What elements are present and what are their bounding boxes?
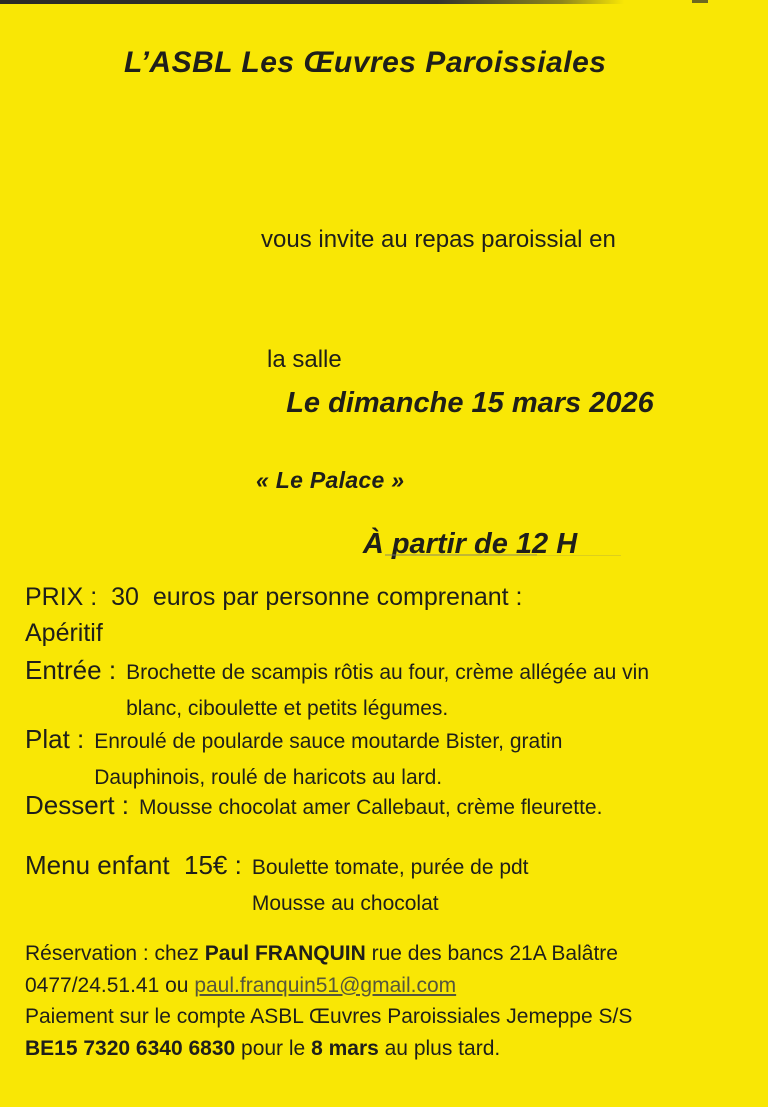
- reservation-address: rue des bancs 21A Balâtre: [365, 942, 618, 965]
- course-label-entree: Entrée :: [25, 655, 117, 685]
- invitation-line-2: la salle: [267, 346, 342, 373]
- course-desc-line: Enroulé de poularde sauce moutarde Bister, gratin: [94, 730, 563, 753]
- scan-smudge-artifact: [537, 555, 621, 556]
- course-label-dessert: Dessert :: [25, 790, 130, 820]
- menu-aperitif: Apéritif: [25, 619, 103, 647]
- scan-speck-artifact: [692, 0, 708, 3]
- course-desc-line: Dauphinois, roulé de haricots au lard.: [94, 766, 443, 789]
- email-link[interactable]: paul.franquin51@gmail.com: [194, 973, 457, 997]
- iban-number: BE15 7320 6340 6830: [25, 1036, 236, 1060]
- course-description-enfant: [252, 850, 529, 922]
- menu-course-plat: [25, 724, 753, 796]
- deadline-suffix: au plus tard.: [378, 1036, 501, 1060]
- event-time: À partir de 12 H: [362, 528, 578, 560]
- deadline-date: 8 mars: [311, 1036, 379, 1060]
- reservation-line: [25, 938, 632, 970]
- invitation-line-1: vous invite au repas paroissial en: [261, 226, 616, 253]
- course-desc-line: Mousse chocolat amer Callebaut, crème fleurette.: [139, 796, 603, 819]
- contact-line: [25, 970, 632, 1002]
- course-desc-line: Boulette tomate, purée de pdt: [251, 856, 529, 879]
- course-desc-line: Mousse au chocolat: [251, 892, 439, 915]
- deadline-text: pour le: [235, 1036, 312, 1060]
- course-label-enfant: Menu enfant 15€ :: [25, 850, 242, 880]
- scan-smudge-artifact: [385, 554, 537, 556]
- menu-price-line: PRIX : 30 euros par personne comprenant :: [25, 583, 523, 611]
- contact-name: Paul FRANQUIN: [204, 942, 366, 965]
- menu-course-entree: [25, 655, 753, 727]
- course-description-dessert: [139, 790, 602, 826]
- course-description-plat: [94, 724, 562, 796]
- course-label-plat: Plat :: [25, 724, 85, 754]
- footer-block: [25, 938, 632, 1064]
- menu-course-enfant: [25, 850, 753, 922]
- scan-edge-artifact: [0, 0, 624, 4]
- reservation-text: Réservation : chez: [25, 942, 205, 965]
- event-date: Le dimanche 15 mars 2026: [286, 387, 654, 419]
- payment-line: Paiement sur le compte ASBL Œuvres Paroissiales Jemeppe S/S: [25, 1005, 633, 1028]
- page-title: L’ASBL Les Œuvres Paroissiales: [124, 46, 607, 79]
- phone-number: 0477/24.51.41 ou: [25, 973, 195, 997]
- deadline-line: [25, 1033, 632, 1065]
- course-description-entree: [126, 655, 649, 727]
- venue-name: « Le Palace »: [256, 467, 405, 493]
- menu-course-dessert: [25, 790, 753, 826]
- course-desc-line: blanc, ciboulette et petits légumes.: [126, 697, 449, 720]
- course-desc-line: Brochette de scampis rôtis au four, crème allégée au vin: [126, 661, 650, 684]
